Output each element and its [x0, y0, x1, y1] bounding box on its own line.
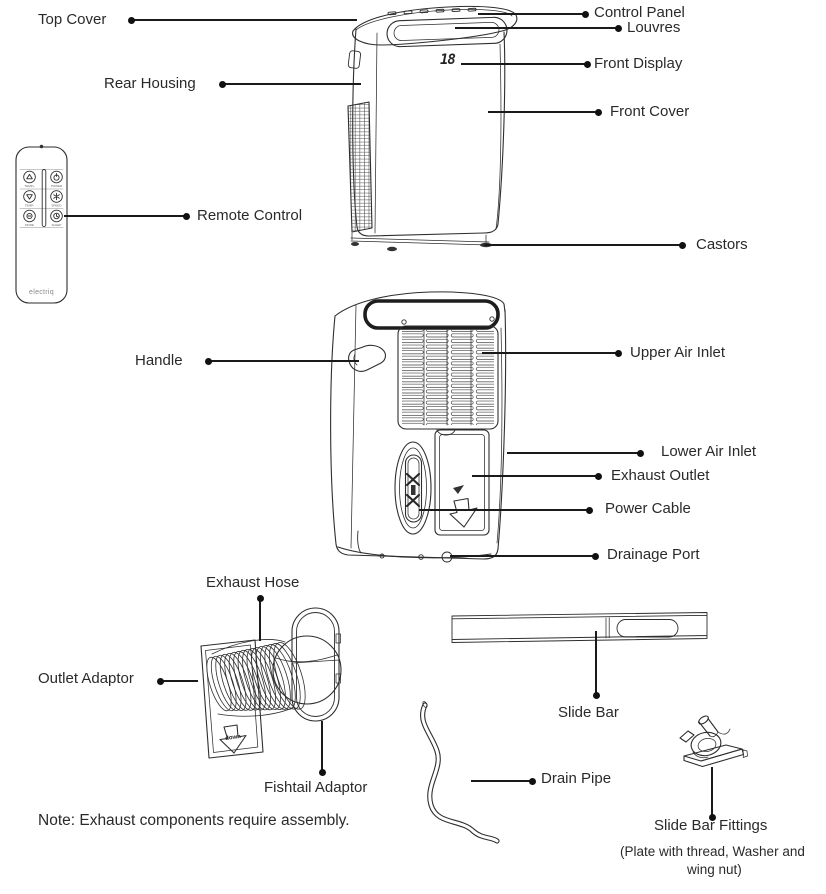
label-castors: Castors: [696, 236, 748, 253]
mode-icon: [27, 213, 32, 218]
control-panel-leader-line: [478, 13, 586, 15]
slide-bar-fittings-leader-line: [711, 767, 713, 818]
rear-housing-grille: [348, 102, 372, 232]
remote-button-mode[interactable]: [24, 210, 36, 227]
label-drain-pipe: Drain Pipe: [541, 770, 612, 787]
label-slide-bar: Slide Bar: [558, 704, 619, 721]
remote-button-temp-up[interactable]: [24, 171, 36, 188]
svg-text:SPEED: SPEED: [51, 203, 62, 208]
speed-icon: [54, 193, 60, 199]
remote-button-speed[interactable]: [51, 191, 63, 208]
label-rear-housing: Rear Housing: [104, 75, 196, 92]
label-drainage-port: Drainage Port: [607, 546, 700, 563]
panel-down-arrow: [450, 499, 477, 528]
castors-leader-line: [484, 244, 683, 246]
power-cable-leader-line: [419, 509, 590, 511]
remote-control-dot: [183, 213, 190, 220]
back-view-unit-drawing: [325, 288, 517, 573]
label-louvres: Louvres: [627, 19, 681, 36]
label-exhaust-hose: Exhaust Hose: [206, 574, 300, 591]
power-icon: [54, 174, 59, 181]
front-display-value: 18: [440, 52, 455, 68]
louvres-dot: [615, 25, 622, 32]
svg-text:down: down: [224, 733, 242, 743]
slide-bar-cutout: [617, 620, 678, 638]
svg-text:SLEEP: SLEEP: [51, 223, 62, 227]
front-display-dot: [584, 61, 591, 68]
lower-air-inlet-panel: [435, 430, 489, 535]
drainage-port-dot: [592, 553, 599, 560]
lower-air-inlet-leader-line: [507, 452, 641, 454]
lower-air-inlet-dot: [637, 450, 644, 457]
label-fittings-detail-2: wing nut): [687, 862, 742, 877]
top-cover-leader-line: [131, 19, 357, 21]
label-fishtail-adaptor: Fishtail Adaptor: [264, 779, 368, 796]
svg-text:TEMP+: TEMP+: [24, 184, 35, 188]
slide-bar-fittings-drawing: [668, 714, 753, 774]
remote-button-power[interactable]: [51, 171, 63, 188]
louvres-shape: [387, 17, 508, 47]
front-view-unit-drawing: [336, 2, 526, 254]
assembly-note: Note: Exhaust components require assembly.: [38, 812, 350, 829]
label-fittings-detail-1: (Plate with thread, Washer and: [620, 844, 805, 859]
rear-housing-dot: [219, 81, 226, 88]
fittings-plate: [684, 745, 748, 767]
fishtail-adaptor-dot: [319, 769, 326, 776]
exhaust-outlet-dot: [595, 473, 602, 480]
svg-text:TEMP-: TEMP-: [24, 203, 35, 208]
label-control-panel: Control Panel: [594, 4, 685, 21]
temp-down-icon: [27, 195, 33, 199]
top-cover-dot: [128, 17, 135, 24]
power-cable-dot: [586, 507, 593, 514]
temp-up-icon: [27, 174, 33, 178]
remote-control-drawing: [12, 145, 72, 310]
slide-bar-leader-line: [595, 631, 597, 696]
top-cover-band: [365, 301, 498, 328]
remote-control-leader-line: [64, 215, 187, 217]
slide-bar-drawing: [450, 608, 712, 648]
remote-button-sleep[interactable]: [51, 210, 63, 227]
remote-brand: electriq: [29, 289, 54, 296]
label-top-cover: Top Cover: [38, 11, 107, 28]
handle-dot: [205, 358, 212, 365]
remote-ir-led: [40, 145, 44, 149]
louvres-leader-line: [455, 27, 619, 29]
label-power-cable: Power Cable: [605, 500, 691, 517]
upper-air-inlet-dot: [615, 350, 622, 357]
slide-bar-dot: [593, 692, 600, 699]
drainage-port-leader-line: [450, 555, 596, 557]
remote-button-temp-down[interactable]: [24, 191, 36, 208]
label-lower-air-inlet: Lower Air Inlet: [661, 443, 757, 460]
fittings-wing-nut: [680, 714, 730, 742]
control-panel-dot: [582, 11, 589, 18]
exhaust-hose-leader-line: [259, 597, 261, 641]
label-front-display: Front Display: [594, 55, 683, 72]
svg-text:MODE: MODE: [25, 223, 34, 227]
power-cable-hooks: [407, 474, 419, 506]
exhaust-assembly-drawing: [193, 600, 348, 765]
drain-pipe-leader-line: [471, 780, 533, 782]
front-cover-leader-line: [488, 111, 599, 113]
upper-air-inlet-leader-line: [482, 352, 619, 354]
svg-text:POWER: POWER: [50, 184, 63, 188]
castors-dot: [679, 242, 686, 249]
label-outlet-adaptor: Outlet Adaptor: [38, 670, 134, 687]
front-cover-dot: [595, 109, 602, 116]
fittings-washer: [689, 730, 723, 759]
label-front-cover: Front Cover: [610, 103, 690, 120]
label-handle: Handle: [135, 352, 183, 369]
label-slide-bar-fittings: Slide Bar Fittings: [654, 817, 768, 834]
outlet-adaptor-leader-line: [159, 680, 198, 682]
remote-center-slot: [42, 170, 46, 227]
exhaust-outlet-leader-line: [472, 475, 599, 477]
drain-pipe-dot: [529, 778, 536, 785]
front-display-leader-line: [461, 63, 588, 65]
exhaust-hose-dot: [257, 595, 264, 602]
sleep-icon: [54, 213, 60, 219]
label-exhaust-outlet: Exhaust Outlet: [611, 467, 710, 484]
drainage-port-shape: [442, 552, 452, 562]
drain-pipe-drawing: [418, 698, 510, 848]
outlet-adaptor-dot: [157, 678, 164, 685]
small-arrow-mark: [453, 485, 464, 494]
rear-housing-leader-line: [222, 83, 361, 85]
handle-shape: [349, 345, 386, 371]
label-upper-air-inlet: Upper Air Inlet: [630, 344, 726, 361]
label-remote-control: Remote Control: [197, 207, 303, 224]
fishtail-adaptor-leader-line: [321, 721, 323, 773]
handle-leader-line: [208, 360, 359, 362]
